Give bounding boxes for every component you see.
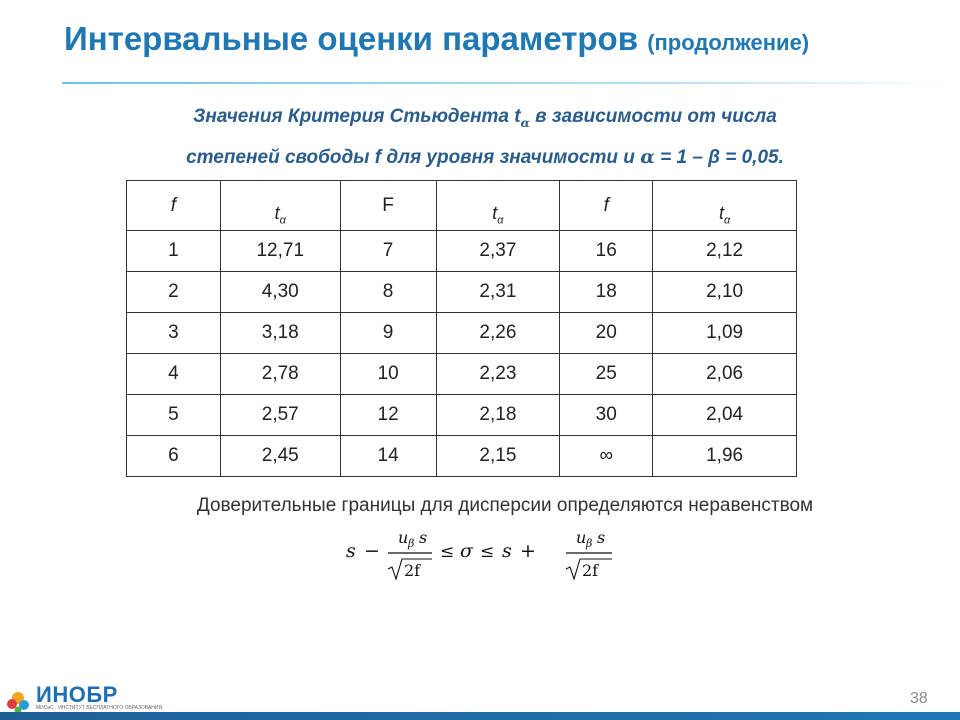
formula-u: u — [398, 528, 409, 547]
table-cell: 5 — [127, 395, 221, 436]
table-row — [127, 436, 797, 477]
header-label: f — [170, 195, 177, 216]
table-cell: 2,06 — [653, 354, 797, 395]
header-label — [653, 181, 796, 227]
header-t — [220, 181, 340, 231]
caption-text: Значения Критерия Стьюдента t — [193, 106, 521, 127]
table-row — [127, 395, 797, 436]
formula-plus: + — [520, 540, 536, 562]
header-F — [340, 181, 436, 231]
table-cell: 2,37 — [436, 231, 560, 272]
table-cell: 16 — [560, 231, 653, 272]
header-alpha: α — [497, 214, 504, 227]
formula-minus: − — [364, 540, 380, 562]
table-cell: 18 — [560, 272, 653, 313]
header-f — [127, 181, 221, 231]
title-divider — [62, 82, 952, 84]
table-cell: 2,45 — [220, 436, 340, 477]
header-alpha: α — [279, 214, 286, 227]
table-cell: 1,96 — [653, 436, 797, 477]
table-cell: 2,31 — [436, 272, 560, 313]
header-label — [221, 181, 340, 227]
header-label — [437, 181, 560, 227]
header-f — [560, 181, 653, 231]
table-cell: 2,04 — [653, 395, 797, 436]
caption-text: степеней свободы f для уровня значимости и — [186, 146, 641, 168]
formula-radicand: 2f — [582, 561, 599, 580]
table-cell: 2,26 — [436, 313, 560, 354]
table-header-row — [127, 181, 797, 231]
bottom-bar — [0, 712, 960, 720]
confidence-text: Доверительные границы для дисперсии определяются неравенством — [196, 495, 814, 516]
table-cell: 3 — [127, 313, 221, 354]
caption-text: = 1 – β = 0,05. — [654, 146, 784, 168]
header-t-letter: t — [274, 203, 280, 223]
formula-beta: β — [408, 537, 415, 550]
table-cell: 1 — [127, 231, 221, 272]
confidence-formula — [342, 525, 632, 585]
table-cell: 2,78 — [220, 354, 340, 395]
table-row — [127, 354, 797, 395]
table-cell: 25 — [560, 354, 653, 395]
table-caption — [90, 100, 880, 175]
header-t — [653, 181, 797, 231]
caption-alpha: α — [640, 145, 655, 168]
header-t-letter: t — [718, 203, 724, 223]
table-cell: 4,30 — [220, 272, 340, 313]
logo-text: ИНОБР — [36, 682, 118, 707]
table-cell: 6 — [127, 436, 221, 477]
table-cell: 10 — [340, 354, 436, 395]
formula-s: s — [502, 540, 512, 562]
table-cell: 2,57 — [220, 395, 340, 436]
table-row — [127, 272, 797, 313]
table-cell: 12 — [340, 395, 436, 436]
slide-title-main: Интервальные оценки параметров — [64, 20, 639, 57]
formula-radicand: 2f — [404, 561, 421, 580]
formula-num-s: s — [419, 528, 428, 547]
formula-leq: ≤ — [440, 542, 455, 562]
table-row — [127, 313, 797, 354]
caption-line-1 — [90, 100, 880, 140]
table-cell: 3,18 — [220, 313, 340, 354]
header-alpha: α — [723, 214, 731, 227]
formula-s: s — [346, 540, 356, 562]
slide-title — [64, 20, 809, 58]
table-cell: 9 — [340, 313, 436, 354]
table-cell: 2,18 — [436, 395, 560, 436]
table-cell: 12,71 — [220, 231, 340, 272]
formula-sigma: σ — [460, 540, 473, 562]
table-cell: 30 — [560, 395, 653, 436]
table-cell: 4 — [127, 354, 221, 395]
formula-u: u — [576, 528, 587, 547]
formula-leq: ≤ — [480, 542, 495, 562]
caption-alpha-subscript: α — [520, 115, 530, 130]
table-cell: 2,15 — [436, 436, 560, 477]
table-cell: ∞ — [560, 436, 653, 477]
caption-line-2 — [90, 140, 880, 175]
slide-title-sub: (продолжение) — [647, 30, 810, 55]
header-t — [436, 181, 560, 231]
table-cell: 2,10 — [653, 272, 797, 313]
page-number: 38 — [910, 690, 928, 707]
student-table — [126, 180, 797, 477]
formula-num-s: s — [597, 528, 606, 547]
header-label: F — [382, 195, 394, 216]
formula-beta: β — [586, 537, 593, 550]
caption-text: в зависимости от числа — [529, 106, 777, 127]
header-t-letter: t — [492, 203, 498, 223]
table-cell: 14 — [340, 436, 436, 477]
table-cell: 2 — [127, 272, 221, 313]
logo-subtext: МИСиС · ИНСТИТУТ БЕСПЛАТНОГО ОБРАЗОВАНИЯ — [36, 705, 163, 711]
table-cell: 8 — [340, 272, 436, 313]
table-cell: 7 — [340, 231, 436, 272]
table-row — [127, 231, 797, 272]
table-cell: 20 — [560, 313, 653, 354]
header-label: f — [603, 195, 609, 216]
table-cell: 2,23 — [436, 354, 560, 395]
table-cell: 1,09 — [653, 313, 797, 354]
table-cell: 2,12 — [653, 231, 797, 272]
